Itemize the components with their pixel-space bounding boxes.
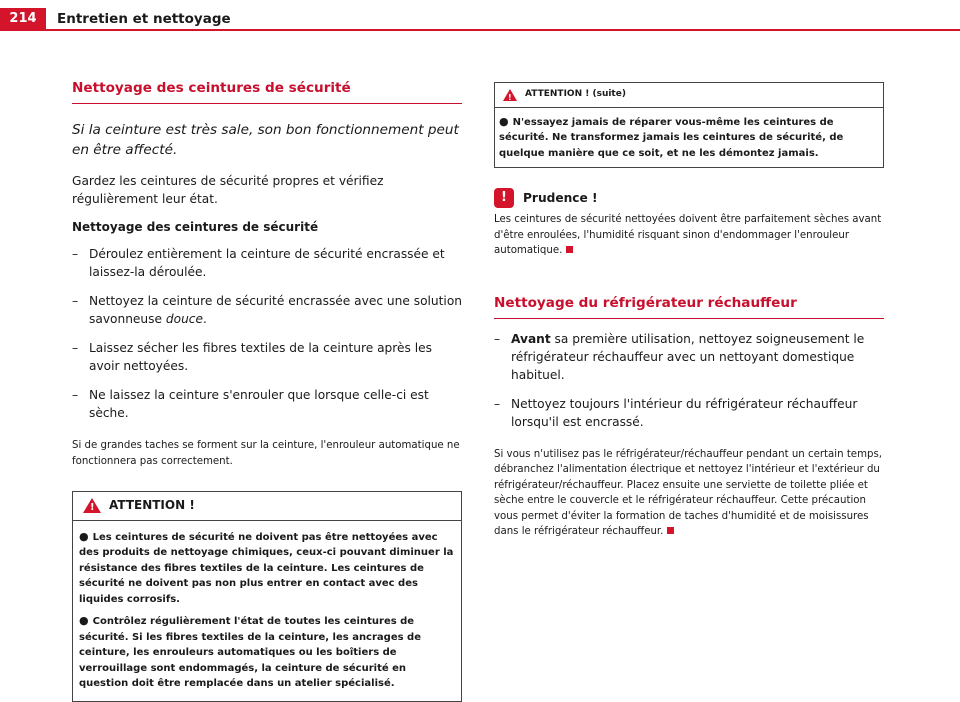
fridge-steps (494, 330, 884, 431)
step-item: – Déroulez entièrement la ceinture de sécurité encrassée et laissez-la déroulée. (72, 247, 445, 279)
page-number: 214 (0, 8, 46, 30)
seatbelt-steps (72, 245, 462, 422)
step-item: – Laissez sécher les fibres textiles de la ceinture après les avoir nettoyées. (72, 341, 432, 373)
fridge-note: Si vous n'utilisez pas le réfrigérateur/réchauffeur pendant un certain temps, débranchez l'alimentation électrique et nettoyez l'intérieur et l'extérieur du réfrigérateur/réchauffeur. Placez ensuite une serviette de toilette pliée et sèche entre le couvercle et le réfrigérateur réchauffeur. Cette précaution vous permet d'éviter la formation de taches d'humidité et de moisissures dans le réfrigérateur réchauffeur. (494, 448, 883, 537)
section-title-seatbelts: Nettoyage des ceintures de sécurité (72, 80, 462, 104)
step-item: – Avant sa première utilisation, nettoyez soigneusement le réfrigérateur réchauffeur avec un nettoyant domestique habituel. (494, 331, 865, 382)
warning-item: ● Les ceintures de sécurité ne doivent pas être nettoyées avec des produits de nettoyage chimiques, ceux-ci pouvant diminuer la résistance des fibres textiles de la ceinture. Les ceintures de sécurité ne doivent pas non plus entrer en contact avec des liquides corrosifs. (79, 529, 454, 605)
step-item: – Nettoyez toujours l'intérieur du réfrigérateur réchauffeur lorsqu'il est encrassé. (494, 396, 858, 429)
left-column (72, 80, 462, 702)
step-item: – Nettoyez la ceinture de sécurité encrassée avec une solution savonneuse douce. (72, 294, 463, 326)
warning-continued-header: ! ATTENTION ! (suite) (495, 83, 883, 108)
warning-triangle-icon (83, 498, 101, 513)
caution-text: Les ceintures de sécurité nettoyées doivent être parfaitement sèches avant d'être enroulées, l'humidité risquant sinon d'endommager l'enrouleur automatique. (494, 214, 882, 256)
right-column (494, 82, 884, 540)
section-title-fridge: Nettoyage du réfrigérateur réchauffeur (494, 295, 884, 319)
warning-header: ! ATTENTION ! (73, 492, 461, 521)
page-header-title: Entretien et nettoyage (57, 11, 231, 27)
warning-box (72, 491, 462, 702)
warning-item: ● N'essayez jamais de réparer vous-même les ceintures de sécurité. Ne transformez jamais les ceintures de sécurité, de quelque manière que ce soit, et ne les démontez jamais. (499, 114, 844, 159)
end-marker-icon (566, 246, 573, 253)
stain-note: Si de grandes taches se forment sur la ceinture, l'enrouleur automatique ne fonctionnera pas correctement. (72, 440, 460, 467)
header-rule (0, 29, 960, 31)
caution-exclamation-icon: ! (494, 188, 514, 208)
warning-triangle-icon (503, 89, 517, 101)
warning-box-continued (494, 82, 884, 168)
warning-item: ● Contrôlez régulièrement l'état de toutes les ceintures de sécurité. Si les fibres textiles de la ceinture, les ancrages de ceinture, les enrouleurs automatiques ou les boîtiers de verrouillage sont endommagés, la ceinture de sécurité en question doit être remplacée dans un atelier spécialisé. (79, 614, 421, 689)
caution-header: ! Prudence ! (494, 188, 884, 208)
end-marker-icon (667, 527, 674, 534)
section-subtitle: Si la ceinture est très sale, son bon fonctionnement peut en être affecté. (72, 122, 459, 158)
procedure-heading: Nettoyage des ceintures de sécurité (72, 220, 319, 234)
step-item: – Ne laissez la ceinture s'enrouler que lorsque celle-ci est sèche. (72, 388, 429, 420)
intro-paragraph: Gardez les ceintures de sécurité propres et vérifiez régulièrement leur état. (72, 174, 384, 206)
